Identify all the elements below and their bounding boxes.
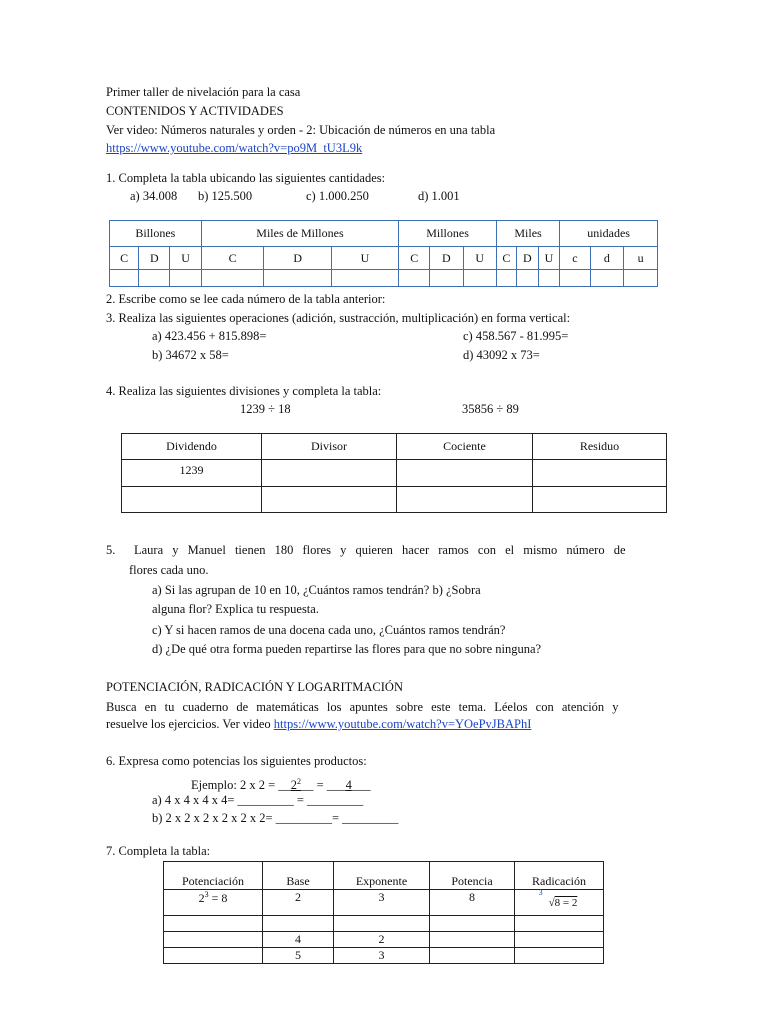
root-symbol-icon: √	[548, 897, 555, 909]
group-header: Billones	[110, 221, 202, 247]
q2-title: 2. Escribe como se lee cada número de la tabla anterior:	[106, 292, 386, 306]
header-video-text: Ver video: Números naturales y orden - 2: Ubicación de números en una tabla	[106, 123, 496, 137]
section-title: POTENCIACIÓN, RADICACIÓN Y LOGARITMACIÓN	[106, 680, 403, 694]
example-base: 2	[290, 778, 297, 793]
place-header: C	[110, 247, 139, 270]
empty-cell[interactable]	[430, 916, 515, 932]
column-header: Cociente	[397, 434, 533, 460]
empty-cell[interactable]	[533, 460, 667, 487]
section-intro-text: Busca en tu cuaderno de matemáticas los apuntes sobre este tema. Léelos con atención y	[106, 700, 619, 714]
group-header: Miles de Millones	[201, 221, 399, 247]
root-index: 3	[538, 888, 543, 897]
exponent-cell: 3	[334, 890, 430, 916]
example-result: 4	[345, 778, 352, 793]
base-cell: 2	[263, 890, 334, 916]
division-table	[121, 433, 667, 513]
exponent-cell: 3	[334, 948, 430, 964]
powers-table	[163, 861, 604, 964]
base-cell: 5	[263, 948, 334, 964]
empty-cell[interactable]	[463, 270, 496, 287]
empty-cell[interactable]	[397, 487, 533, 513]
empty-cell[interactable]	[122, 487, 262, 513]
empty-cell[interactable]	[397, 460, 533, 487]
exponent-cell: 2	[334, 932, 430, 948]
header-title: Primer taller de nivelación para la casa	[106, 85, 301, 99]
q5-a-line1: a) Si las agrupan de 10 en 10, ¿Cuántos ramos tendrán? b) ¿Sobra	[152, 583, 481, 597]
example-end: ___	[351, 778, 371, 793]
q4-title: 4. Realiza las siguientes divisiones y completa la tabla:	[106, 384, 382, 398]
column-header: Exponente	[334, 862, 430, 890]
q3-title: 3. Realiza las siguientes operaciones (adición, sustracción, multiplicación) en forma vertical:	[106, 311, 571, 325]
column-header: Residuo	[533, 434, 667, 460]
empty-cell[interactable]	[164, 916, 263, 932]
example-power	[291, 778, 301, 792]
empty-cell[interactable]	[399, 270, 430, 287]
q3-d: d) 43092 x 73=	[463, 348, 540, 362]
q5-text-1: Laura y Manuel tienen 180 flores y quieren hacer ramos con el mismo número de	[134, 543, 626, 557]
column-header: Base	[263, 862, 334, 890]
group-header: unidades	[560, 221, 658, 247]
empty-cell[interactable]	[496, 270, 516, 287]
empty-cell[interactable]	[430, 270, 463, 287]
column-header: Divisor	[262, 434, 397, 460]
empty-cell[interactable]	[263, 916, 334, 932]
example-exponent: 2	[297, 777, 301, 786]
radicacion-cell	[515, 890, 604, 916]
place-value-table	[109, 220, 658, 287]
q1-option-c: c) 1.000.250	[306, 189, 369, 203]
q5-text-2: flores cada uno.	[129, 563, 209, 577]
empty-cell[interactable]	[515, 932, 604, 948]
empty-cell[interactable]	[110, 270, 139, 287]
q5-c: c) Y si hacen ramos de una docena cada uno, ¿Cuántos ramos tendrán?	[152, 623, 506, 637]
empty-cell[interactable]	[430, 948, 515, 964]
place-header: C	[399, 247, 430, 270]
place-header: U	[463, 247, 496, 270]
column-header: Dividendo	[122, 434, 262, 460]
q6-b: b) 2 x 2 x 2 x 2 x 2 x 2= _________= _________	[152, 811, 399, 825]
place-header: C	[496, 247, 516, 270]
empty-cell[interactable]	[334, 916, 430, 932]
group-header: Miles	[496, 221, 559, 247]
column-header: Potencia	[430, 862, 515, 890]
empty-cell[interactable]	[517, 270, 539, 287]
empty-cell[interactable]	[430, 932, 515, 948]
empty-cell[interactable]	[590, 270, 624, 287]
video-link-1[interactable]: https://www.youtube.com/watch?v=po9M_tU3L9k	[106, 141, 363, 155]
q4-division-2: 35856 ÷ 89	[462, 402, 519, 416]
place-header: U	[331, 247, 398, 270]
q6-title: 6. Expresa como potencias los siguientes productos:	[106, 754, 367, 768]
place-header: U	[170, 247, 201, 270]
place-header: D	[139, 247, 170, 270]
empty-cell[interactable]	[560, 270, 590, 287]
power-cell: 8	[430, 890, 515, 916]
q1-option-d: d) 1.001	[418, 189, 460, 203]
empty-cell[interactable]	[533, 487, 667, 513]
empty-cell[interactable]	[264, 270, 331, 287]
place-header: D	[264, 247, 331, 270]
empty-cell[interactable]	[170, 270, 201, 287]
potenciacion-cell	[164, 890, 263, 916]
header-contents: CONTENIDOS Y ACTIVIDADES	[106, 104, 284, 118]
q1-title: 1. Completa la tabla ubicando las siguientes cantidades:	[106, 171, 386, 185]
empty-cell[interactable]	[164, 932, 263, 948]
q6-a: a) 4 x 4 x 4 x 4= _________ = _________	[152, 793, 364, 807]
empty-cell[interactable]	[331, 270, 398, 287]
q5-a-line2: alguna flor? Explica tu respuesta.	[152, 602, 319, 616]
place-header: D	[430, 247, 463, 270]
dividend-cell: 1239	[122, 460, 262, 487]
q7-title: 7. Completa la tabla:	[106, 844, 211, 858]
q5-d: d) ¿De qué otra forma pueden repartirse las flores para que no sobre ninguna?	[152, 642, 542, 656]
column-header: Radicación	[515, 862, 604, 890]
place-header: u	[624, 247, 658, 270]
q1-option-a: a) 34.008	[130, 189, 178, 203]
place-header: d	[590, 247, 624, 270]
place-header: D	[517, 247, 539, 270]
place-header: c	[560, 247, 590, 270]
empty-cell[interactable]	[262, 487, 397, 513]
empty-cell[interactable]	[515, 948, 604, 964]
base-cell: 4	[263, 932, 334, 948]
q4-division-1: 1239 ÷ 18	[240, 402, 291, 416]
video-link-2[interactable]: https://www.youtube.com/watch?v=YOePvJBAPhI	[273, 717, 532, 731]
section-intro-1	[106, 700, 672, 715]
empty-cell[interactable]	[515, 916, 604, 932]
q3-b: b) 34672 x 58=	[152, 348, 229, 362]
q3-c: c) 458.567 - 81.995=	[463, 329, 569, 343]
q6-example	[191, 774, 371, 793]
pot-base: 2	[198, 891, 205, 905]
section-intro-2	[106, 717, 531, 732]
q5-number: 5.	[106, 543, 116, 557]
pot-rest: = 8	[208, 891, 228, 905]
group-header: Millones	[399, 221, 497, 247]
place-header: C	[201, 247, 264, 270]
pot-exponent: 3	[204, 890, 209, 899]
place-header: U	[538, 247, 560, 270]
empty-cell[interactable]	[139, 270, 170, 287]
empty-cell[interactable]	[624, 270, 658, 287]
empty-cell[interactable]	[262, 460, 397, 487]
root-expression: 8 = 2	[554, 897, 578, 909]
column-header: Potenciación	[164, 862, 263, 890]
example-mid: __ = ___	[301, 778, 346, 793]
empty-cell[interactable]	[538, 270, 560, 287]
empty-cell[interactable]	[201, 270, 264, 287]
section-intro-text-2: resuelve los ejercicios. Ver video	[106, 717, 271, 731]
empty-cell[interactable]	[164, 948, 263, 964]
q3-a: a) 423.456 + 815.898=	[152, 329, 267, 343]
q1-option-b: b) 125.500	[198, 189, 253, 203]
example-prefix: Ejemplo: 2 x 2 = __	[191, 778, 291, 793]
